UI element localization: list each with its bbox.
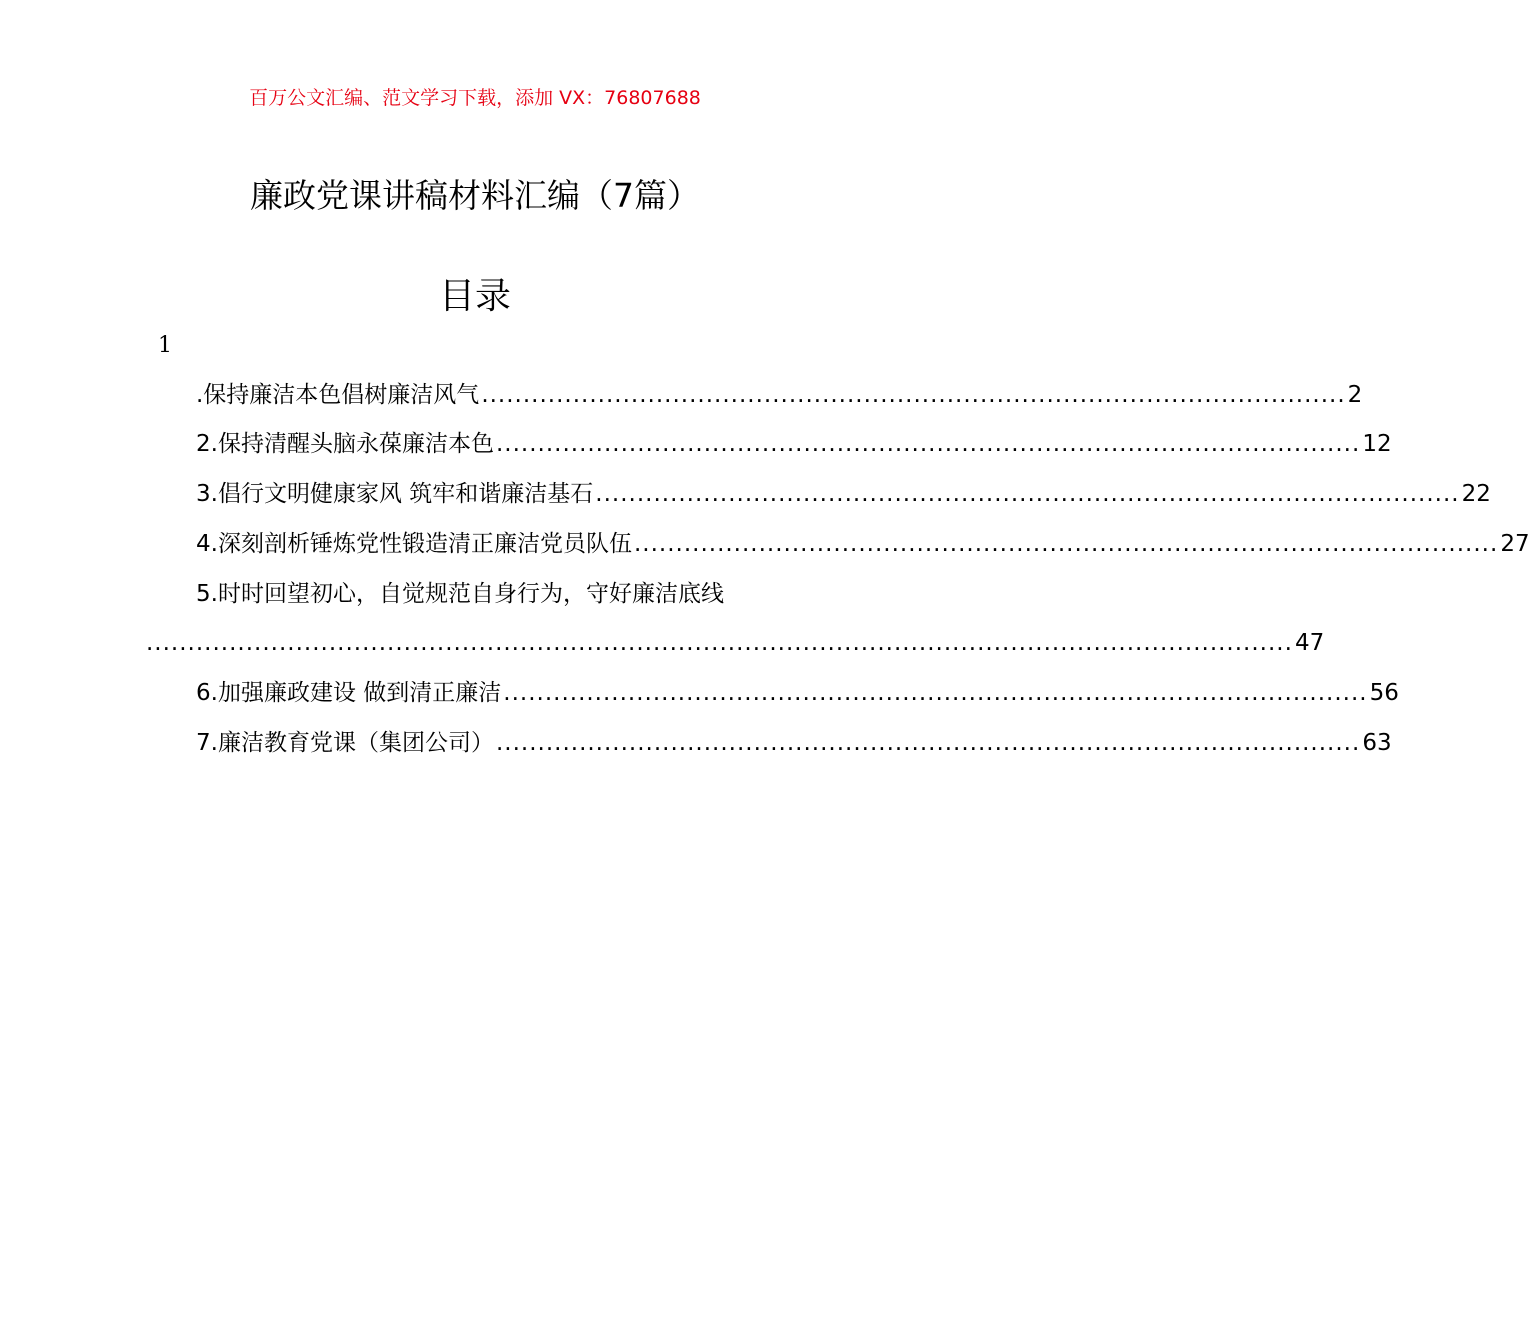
toc-entry-page: 2 <box>1347 382 1363 408</box>
toc-entry[interactable] <box>196 477 1491 511</box>
toc-entry-title: .保持廉洁本色倡树廉洁风气 <box>196 382 480 408</box>
toc-entry[interactable] <box>196 676 1399 710</box>
dot-leader: ........................................................................................................ <box>495 431 1361 457</box>
dot-leader: ........................................................................................................ <box>503 680 1368 706</box>
toc-entry[interactable] <box>196 427 1392 461</box>
toc-entry-page: 63 <box>1362 730 1392 756</box>
toc-entry-page: 12 <box>1362 431 1392 457</box>
dot-leader: ........................................................................................................ <box>495 730 1361 756</box>
toc-entry-title: 4.深刻剖析锤炼党性锻造清正廉洁党员队伍 <box>196 531 632 557</box>
toc-entry-title: 3.倡行文明健康家风 筑牢和谐廉洁基石 <box>196 481 594 507</box>
toc-entry-title: 6.加强廉政建设 做到清正廉洁 <box>196 680 502 706</box>
toc-entry-leader-line[interactable] <box>146 626 1325 660</box>
toc-entry-page: 27 <box>1500 531 1530 557</box>
toc-entry-page: 22 <box>1461 481 1491 507</box>
dot-leader: ........................................................................................................ <box>633 531 1499 557</box>
toc-entry-title: 5.时时回望初心，自觉规范自身行为，守好廉洁底线 <box>196 581 724 607</box>
dot-leader: .......................................................................................................................................... <box>146 630 1293 656</box>
dot-leader: ........................................................................................................ <box>481 382 1346 408</box>
dot-leader: ........................................................................................................ <box>595 481 1460 507</box>
toc-entry[interactable] <box>196 726 1392 760</box>
toc-heading: 目录 <box>438 276 511 317</box>
toc-entry[interactable] <box>196 527 1530 561</box>
toc-entry-page: 56 <box>1369 680 1399 706</box>
section-number: 1 <box>158 333 172 358</box>
toc-entry-title: 7.廉洁教育党课（集团公司） <box>196 730 494 756</box>
toc-entry[interactable] <box>196 378 1363 412</box>
toc-entry-title: 2.保持清醒头脑永葆廉洁本色 <box>196 431 494 457</box>
document-title: 廉政党课讲稿材料汇编（7篇） <box>250 176 700 215</box>
toc-entry-page: 47 <box>1294 630 1325 656</box>
header-note: 百万公文汇编、范文学习下载，添加 VX：76807688 <box>249 87 701 109</box>
toc-entry-title-line[interactable] <box>196 577 806 611</box>
